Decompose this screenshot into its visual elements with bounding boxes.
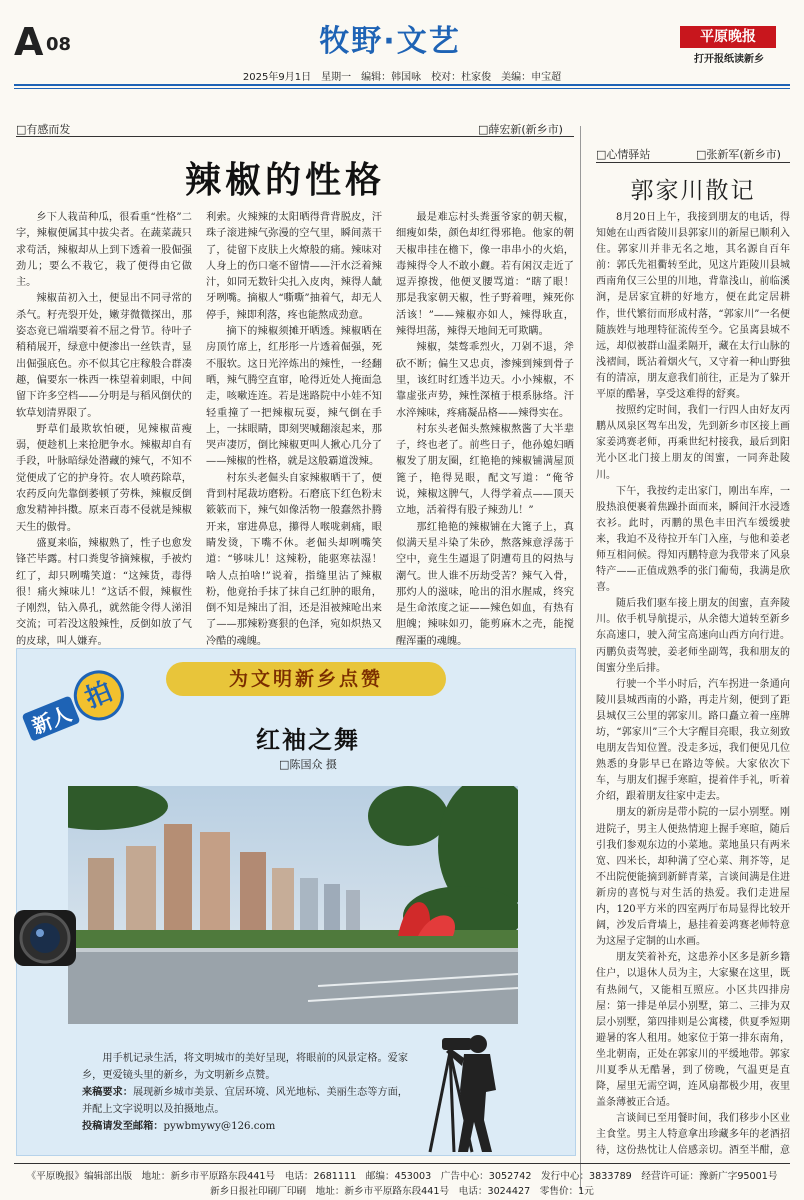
feature-notice	[82, 1050, 418, 1135]
left-article-col3	[396, 210, 574, 648]
feature-intro: 用手机记录生活，将文明城市的美好呈现，将眼前的风景定格。爱家乡，更爱镜头里的新乡，为文明新乡点赞。	[82, 1053, 409, 1081]
right-article-author: □张新军(新乡市)	[696, 148, 781, 161]
email-address[interactable]: pywbmywy@126.com	[163, 1121, 276, 1132]
left-article-title: 辣椒的性格	[184, 159, 385, 201]
right-article-title: 郭家川散记	[630, 178, 756, 204]
paragraph: 朋友笑着补充，这患养小区多是新乡籍住户，以退休人员为主，大家聚在这里，既有热闹气，又能相互照应。小区共四排房屋：第一排是单层小别墅，第二、三排为双层小别墅，第四排则是公寓楼，供夏季短期避暑的客人租用。她家位于第一排东南角，坐北朝南，正处在郭家川的平缓地带。郭家川夏季从无酷暑，到了傍晚，气温更是直降，屋里无需空调，连风扇都极少用，夜里盖条薄被正合适。	[596, 952, 790, 1109]
paragraph: 盛夏来临，辣椒熟了，性子也愈发锋芒毕露。村口粪叟爷摘辣椒，手被灼红了，却只咧嘴笑道：“这辣货，毒得很！痛火辣味儿！”这话不假，辣椒性子刚烈，钻入鼻孔，就然能令得人涕泪交流；可若没这般辣性，反倒如放了气的皮球，叫人嫌弃。	[16, 537, 192, 647]
footer-divider	[14, 1163, 790, 1164]
city-skyline-image	[68, 786, 518, 1024]
header-divider	[14, 84, 790, 86]
footer-printer-info: 新乡日报社印刷厂印刷 地址：新乡市平原路东段441号 电话：3024427 零售价：1元	[210, 1186, 594, 1197]
city-photo	[68, 786, 518, 1024]
paragraph: 摘下的辣椒须摊开晒透。辣椒晒在房顶竹席上，红彤彤一片透着倔强，死不服软。这日光淬炼出的辣性，一经翻晒，辣气腾空直窜，呛得近处人掩面急走，咳嗽连连。若是迷路院中小娃不知轻重撞了一把辣椒玩耍，辣气倒在手上，一抹眼睛，即刻哭喊翻滚起来，那哭声凄厉，倒比辣椒更叫人揪心几分了——辣椒的性格，就是这般霸道泼辣。	[206, 326, 382, 468]
paragraph: 辣椒苗初入土，便显出不同寻常的杀气。籽壳裂开处，嫩芽微微探出，那姿态竟已端端要着不屈之骨节。待叶子稍稍展开，绿意中便渗出一丝铁青，显出倔强底色。亦不似其它庄稼般合群凑趣，偏要东一株西一株望着刺眼，中间留下许多空档——分明是与稻风倒伏的软草划清界限了。	[16, 293, 192, 419]
left-column-label: □有感而发	[16, 123, 71, 136]
page-letter: A	[14, 20, 44, 64]
paragraph: 辣椒，桀骜乖烈火，刀剁不退，斧砍不断；偏生又忠贞，渗辣到辣到骨子里，该红时红透半边天。小小辣椒，不靠虚张声势，辣性深植于根系脉络。汗水淬辣味，疼痛凝品格——辣得实在。	[396, 342, 574, 419]
paragraph: 最是难忘村头粪蛋爷家的朝天椒，细瘦如柴，颜色却红得邪艳。他家的朝天椒串挂在檐下，像一串串小的火焰，毒辣得令人不敢小觑。若有闲汉走近了逗弄撩拨，他便叉腰骂道：“瞎了眼！那是我家朝天椒，性子野着哩，辣死你活该！”——辣椒亦如人，辣得耿直，辣得坦荡，辣得天地间无可欺瞒。	[396, 212, 574, 338]
camera-lens-icon	[10, 896, 80, 980]
paragraph: 那红艳艳的辣椒铺在大篦子上，真似满天星斗染了朱砂，熬落辣意浮荡于空中，竟生生逼退了阴遭苟且的闷热与潮气。世人谁不历劫受苦？辣气入骨，那灼人的滋味，呛出的泪水腥咸，终究是生命浓度之证——辣色如血，有热有胆魄；辣味如刃，能剪麻木之壳，能搅醒浑噩的魂魄。	[396, 521, 574, 647]
paragraph: 利索。火辣辣的太阳晒得背背脱皮，汗珠子滚进辣气弥漫的空气里，瞬间蒸干了，徒留下皮肤上火燎般的痛。辣味对人身上的伤口毫不留情——汗水泛着辣汁，如同无数针尖扎入皮肉，辣得人龇牙咧嘴。摘椒人“嘶嘶”抽着气，却无人停手，辣即利落，疼也能熬成劲意。	[206, 212, 382, 321]
paragraph: 按照约定时间，我们一行四人由好友丙鹏从凤泉区驾车出发，先到新乡市区接上画家姜鸿赛老师，再乘世纪村接我，最后到阳光小区北门接上朋友的闺蜜，一同奔赴陵川。	[596, 405, 790, 481]
right-column-label: □心情驿站	[596, 148, 651, 161]
left-article-col1	[16, 210, 192, 648]
footer-publisher-info: 《平原晚报》编辑部出版 地址：新乡市平原路东段441号 电话：2681111 邮编：453003 广告中心：3052742 发行中心：3833789 经营许可证：豫新广字95001号	[26, 1171, 778, 1182]
brand-slogan: 打开报纸读新乡	[694, 54, 764, 65]
requirements-label: 来稿要求：	[82, 1087, 133, 1098]
right-article-body	[596, 210, 790, 1158]
masthead	[0, 0, 804, 86]
brand-logo: 平原晚报	[680, 26, 776, 48]
paragraph: 乡下人栽苗种瓜，很看重“性格”二字，辣椒便属其中拔尖者。在蔬菜蔬只求苟活，辣椒却从上到下透着一股倔强劲儿；要么不栽它，栽了便得由它做主。	[16, 212, 192, 289]
paragraph: 言谈间已至用餐时间，我们移步小区业主食堂。男主人特意拿出珍藏多年的老酒招待，这份热忱让人倍感亲切。酒至半酣，意	[596, 1113, 790, 1157]
requirements-text: 展现新乡城市美景、宜居环境、风光地标、美丽生态等方面，并配上文字说明以及拍摄地点。	[82, 1087, 408, 1115]
paragraph: 村东头老倔头熬辣椒熬酱了大半辈子，终也老了。前些日子，他孙媳妇晒椒发了朋友圈，红艳艳的辣椒铺满屋顶篦子，艳得晃眼，配文写道：“俺爷说，辣椒这脾气，人得学着点——顶天立地，活着得有股子辣劲儿！”	[396, 423, 574, 517]
left-article-author: □薛宏新(新乡市)	[478, 123, 563, 136]
tag-new-label: 新人	[22, 695, 81, 741]
photographer-silhouette-icon	[420, 1030, 530, 1154]
section-title: 牧野·文艺	[319, 24, 461, 59]
photo-byline: □陈国众 摄	[279, 758, 337, 771]
paragraph: 下午，我按约走出家门，刚出车库，一股热浪便裹着焦躁扑面而来，瞬间汗水浸透衣衫。此时，丙鹏的黑色丰田汽车缓缓驶来，我迫不及待拉开车门入座，与他和姜老师互相问候。得知丙鹏特意为我带来了风泉特产——正值成熟季的张门葡萄，我满是欣喜。	[596, 485, 790, 594]
email-label: 投稿请发至邮箱：	[82, 1121, 164, 1132]
column-separator	[580, 126, 581, 1190]
paragraph: 行驶一个半小时后，汽车拐进一条通向陵川县城西南的小路，再走片刻，便到了距县城仅三公里的郭家川。路口矗立着一座牌坊，“郭家川”三个大字醒目亮眼，我立刻致电朋友告知位置。没走多远，我们便见几位熟悉的身影早已在路边等候。大家依次下车，与朋友们握手寒暄，提着伴手礼，听着介绍，跟着朋友往家中走去。	[596, 678, 790, 803]
feature-banner: 为文明新乡点赞	[166, 662, 446, 696]
paragraph: 8月20日上午，我接到朋友的电话，得知她在山西省陵川县郭家川的新屋已顺利入住。郭家川并非无名之地，其名源自百年前：郭氏先祖衢转至此，见这片距陵川县城西南角仅三公里的川地，背靠浅山，前临溪涧，是居家宜耕的好地方，便在此定居耕作，世代繁衍而形成村落，“郭家川”一名便随族姓与地理特征流传至今。它虽离县城不远，却似被群山温柔隔开，藏在太行山脉的浅褶间，既沾着烟火气，又守着一种山野独有的清凉，朋友意我们前往，正是为了躲开平原的酷暑，享受这难得的舒爽。	[596, 212, 790, 401]
feature-requirements	[82, 1084, 418, 1118]
left-column-rule	[16, 136, 574, 137]
page-number: 08	[46, 34, 72, 55]
tag-pai-badge: 拍	[66, 663, 131, 728]
paragraph: 随后我们驱车接上朋友的闺蜜，直奔陵川。依手机导航提示，从余德大道转至新乡东高速口，驶入菏宝高速向山西方向行进。丙鹏负责驾驶，姜老师坐副驾，我和朋友的闺蜜分坐后排。	[596, 598, 790, 674]
left-article-col2	[206, 210, 382, 648]
photo-title: 红袖之舞	[256, 725, 360, 754]
feature-email	[82, 1118, 418, 1135]
paragraph: 朋友的新房是带小院的一层小别墅。刚进院子，男主人便热情迎上握手寒暄，随后引我们参观东边的小菜地。菜地虽只有两米宽、四米长，却种满了空心菜、荆芥等，足不出院便能摘到新鲜青菜，言谈间满是住进新房的喜悦与对生活的热爱。我们走进屋内，120平方米的四室两厅布局显得比较开阔，沙发后背墙上，悬挂着姜鸿赛老师特意为这屋子定制的山水画。	[596, 807, 790, 948]
issue-info-line: 2025年9月1日 星期一 编辑：韩国咏 校对：杜家俊 美编：申宝超	[242, 72, 562, 83]
paragraph: 野草们最欺软怕硬，见辣椒苗瘦弱，便趁机上来抢肥争水。辣椒却自有手段，叶脉暗绿处潜藏的辣气，不知不觉便成了它的护身符。农人喷药除草，农药反向先靠倒萎顿了劳株，辣椒反倒愈发精神抖擞。原来百毒不侵就是辣椒天生的傲骨。	[16, 423, 192, 533]
header-divider-thin	[14, 88, 790, 89]
right-column-rule	[596, 162, 790, 163]
paragraph: 村东头老倔头自家辣椒晒干了，便背到村尾裁坊磨粉。石磨底下红色粉末簌簌而下，辣气如像活物一般蠢然扑腾开来，窜进鼻息，攥得人喉咙刺痛，眼睛发烫，下嘴不休。老倔头却咧嘴笑道：“够味儿！这辣粉，能驱寒祛湿！啥人点拍啥!”说着，指缝里沾了辣椒粉，他竟抬手抹了抹自己红肿的眼角，倒不知是辣出了泪，还是泪被辣呛出来了——那辣粉赛狠的色泽，宛如炽热又冷酷的魂魄。	[206, 472, 382, 647]
